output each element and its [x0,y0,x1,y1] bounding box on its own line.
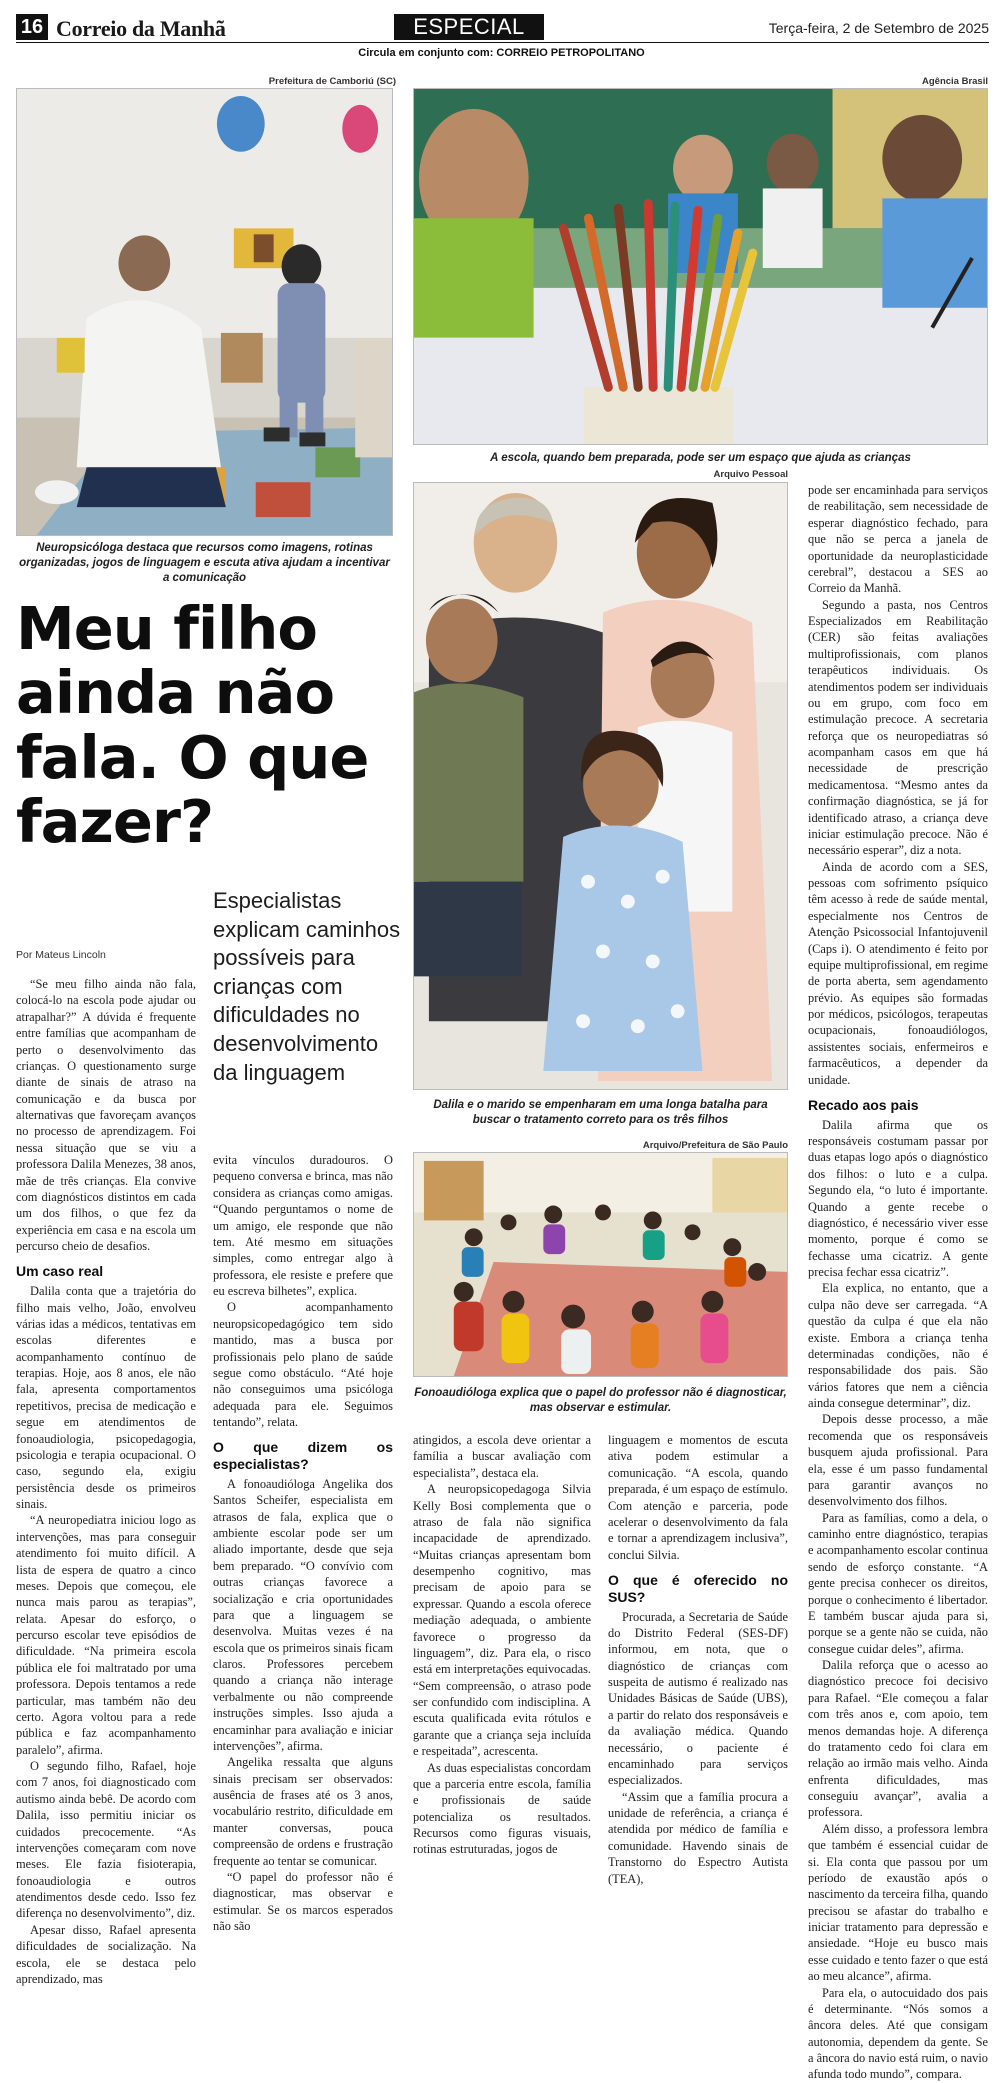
paragraph: Ela explica, no entanto, que a culpa não deve ser carregada. “A questão da culpa é que ela não existe. Embora a criança tenha determinadas condições, não é responsabilidade dos pais. São vários fatores que nem a ciência ainda consegue determinar”, diz. [808,1281,988,1411]
paragraph: “Se meu filho ainda não fala, colocá-lo na escola pode ajudar ou atrapalhar?” A dúvida é frequente entre famílias que acompanham de perto o desenvolvimento das crianças. O questionamento surge diante de sinais de atraso na comunicação e da busca por alternativas que favoreçam avanços no processo de aprendizagem. Foi nessa situação que se viu a professora Dalila Menezes, 38 anos, mãe de três crianças. Ela convive com diagnósticos distintos em cada um dos filhos, o que fez da experiência em casa e na escola um percurso cheio de desafios. [16,977,196,1253]
paragraph: Dalila conta que a trajetória do filho mais velho, João, envolveu várias idas a médicos, tentativas em escolas diferentes e acompanhamento contínuo de terapias. Hoje, aos 8 anos, ele não fala, apresenta comportamentos repetitivos, precisa de medicação e segue em atendimentos de fonoaudiologia, psicopedagogia, psicologia e terapia ocupacional. O caso, segundo ela, exigiu persistência desde os primeiros sinais. [16,1284,196,1512]
subhead-sus: O que é oferecido no SUS? [608,1572,788,1605]
paragraph: linguagem e momentos de escuta ativa podem estimular a comunicação. “A escola, quando preparada, é um espaço de estímulo. Com atenção e parceria, pode acelerar o desenvolvimento da fala e tornar a aprendizagem inclusiva”, conclui Silvia. [608,1433,788,1562]
body-column-1 [16,976,196,1986]
paragraph: Para ela, o autocuidado dos pais é determinante. “Nós somos a âncora deles. Até que consigam autonomia, dependem da gente. Se a âncora do navio está ruim, o navio afunda todo mundo”, compara. [808,1985,988,2082]
paragraph: “O papel do professor não é diagnosticar, mas observar e estimular. Se os marcos esperados não são [213,1869,393,1934]
paragraph: pode ser encaminhada para serviços de reabilitação, sem necessidade de esperar diagnóstico fechado, para que não se perca a janela de oportunidade da neuroplasticidade cerebral”, destacou a SES ao Correio da Manhã. [808,483,988,596]
photo-credit-therapy: Prefeitura de Camboriú (SC) [268,76,396,87]
paragraph: Dalila reforça que o acesso ao diagnóstico precoce foi decisivo para Rafael. “Ele começou a falar com três anos e, com apoio, tem menos demandas hoje. A diferença do tratamento cedo foi clara em relação ao irmão mais velho. Ainda enfrenta dificuldades, mas conseguiu avançar”, avalia a professora. [808,1658,988,1820]
page-number: 16 [16,14,48,40]
paragraph: evita vínculos duradouros. O pequeno conversa e brinca, mas não considera as crianças como amigas. “Quando perguntamos o nome de um amigo, ele responde que não tem. Até mesmo em situações simples, como entregar algo à professora, ele resiste e prefere que eu escreva bilhetes”, explica. [213,1153,393,1298]
classroom-photo [413,1152,788,1377]
article-deck: Especialistas explicam caminhos possíveis para crianças com dificuldades no desenvolvimento da linguagem [213,888,401,1085]
paragraph: Ainda de acordo com a SES, pessoas com sofrimento psíquico têm acesso à rede de saúde mental, especialmente nos Centros de Atenção Psicossocial Infantojuvenil (Caps i). O atendimento é feito por equipe multiprofissional, em regime de porta aberta, sem agendamento prévio. As equipes são formadas por médicos, psicólogos, terapeutas ocupacionais, fonoaudiólogos, assistentes sociais, enfermeiros e farmacêuticos, a depender da unidade. [808,859,988,1087]
body-column-5 [808,482,988,2082]
body-column-4 [608,1432,788,1886]
paragraph: Angelika ressalta que alguns sinais precisam ser observados: ausência de frases até os 3 anos, vocabulário restrito, dificuldade em manter conversas, pouca compreensão de ordens e frustração frequente ao tentar se comunicar. [213,1755,393,1868]
paragraph: Dalila afirma que os responsáveis costumam passar por duas etapas logo após o diagnóstico dos filhos: o luto e a culpa. Segundo ela, “o luto é importante. Quando a gente recebe o diagnóstico, é necessário viver esse momento, porque é como se fechasse uma cicatriz. A gente precisa fechar essa cicatriz”. [808,1117,988,1280]
paragraph: As duas especialistas concordam que a parceria entre escola, família e profissionais de saúde potencializa os resultados. Recursos como figuras visuais, rotinas estruturadas, jogos de [413,1760,591,1857]
page-header [16,14,989,42]
circulation-note: Circula em conjunto com: CORREIO PETROPOLITANO [358,47,645,59]
photo-credit-pencils: Agência Brasil [922,76,988,87]
paragraph: A fonoaudióloga Angelika dos Santos Scheifer, especialista em atrasos de fala, explica que o ambiente escolar pode ser um aliado importante, desde que seja bem preparado. “O convívio com outras crianças favorece a socialização e cria oportunidades para que a linguagem se desenvolva. Muitas vezes é na escola que os primeiros sinais ficam claros. Professores percebem quando a criança não interage verbalmente ou não compreende instruções simples. Isso ajuda a encaminhar para avaliação e iniciar intervenções”, afirma. [213,1476,393,1753]
photo-credit-classroom: Arquivo/Prefeitura de São Paulo [642,1140,788,1151]
paragraph: Além disso, a professora lembra que também é essencial cuidar de si. Ela conta que passou por um período de exaustão após o nascimento da terceira filha, quando precisou se afastar do trabalho e iniciar tratamento para depressão e ansiedade. “Hoje eu busco mais esse cuidado e tento fazer o que está ao meu alcance”, afirma. [808,1821,988,1984]
caption-family: Dalila e o marido se empenharam em uma longa batalha para buscar o tratamento correto para os três filhos [433,1099,768,1126]
paragraph: Apesar disso, Rafael apresenta dificuldades de socialização. Na escola, ele se destaca pelo aprendizado, mas [16,1922,196,1986]
header-rule [16,42,989,43]
article-headline: Meu filho ainda não fala. O que fazer? [16,594,369,856]
subhead-especialistas: O que dizem os especialistas? [213,1439,393,1473]
paragraph: “A neuropediatra iniciou logo as intervenções, mas para conseguir atendimento foi muito difícil. A lista de espera de quatro a cinco meses. Depois que começou, ele nunca mais parou as terapias”, relata. Apesar do esforço, o percurso escolar teve episódios de dificuldade. “Na primeira escola pública ele foi maltratado por uma professora. Depois tentamos a rede particular, mas também não deu certo. Agora voltou para a rede pública e faz acompanhamento paralelo”, afirma. [16,1513,196,1757]
subhead-um-caso-real: Um caso real [16,1263,104,1280]
issue-date: Terça-feira, 2 de Setembro de 2025 [768,20,989,36]
caption-therapy: Neuropsicóloga destaca que recursos como imagens, rotinas organizadas, jogos de linguagem e escuta ativa ajudam a incentivar a comunicação [19,542,390,584]
paragraph: Depois desse processo, a mãe recomenda que os responsáveis busquem ajuda profissional. Para ela, esse é um passo fundamental para garantir avanços no desenvolvimento dos filhos. [808,1412,988,1509]
paragraph: “Assim que a família procura a unidade de referência, a criança é atendida por médico de família e comunidade. Havendo sinais de Transtorno do Espectro Autista (TEA), [608,1789,788,1886]
body-column-2 [213,1152,393,1934]
byline: Por Mateus Lincoln [16,949,106,961]
body-column-3 [413,1432,591,1857]
paragraph: Segundo a pasta, nos Centros Especializados em Reabilitação (CER) são feitas avaliações multiprofissionais, com planos terapêuticos individuais. Os atendimentos podem ser individuais ou em grupo, com foco em estimulação precoce. A secretaria reforça que os neuropediatras só acompanham casos em que há necessidade de prescrição medicamentosa. “Mesmo antes da confirmação diagnóstica, se já for identificado atraso, a criança deve iniciar estimulação precoce. Não é necessário esperar”, diz a nota. [808,597,988,858]
caption-pencils: A escola, quando bem preparada, pode ser um espaço que ajuda as crianças [490,452,911,464]
therapy-room-photo [16,88,393,536]
caption-classroom: Fonoaudióloga explica que o papel do professor não é diagnosticar, mas observar e estimular. [414,1387,787,1414]
photo-credit-family: Arquivo Pessoal [713,469,788,480]
section-label: ESPECIAL [394,14,544,40]
paragraph: O acompanhamento neuropsicopedagógico tem sido mantido, mas a busca por profissionais pelo plano de saúde segue como obstáculo. “Até hoje não conseguimos uma psicóloga adequada para ele. Seguimos tentando”, relata. [213,1300,393,1429]
paragraph: Procurada, a Secretaria de Saúde do Distrito Federal (SES-DF) informou, em nota, que o diagnóstico de crianças com suspeita de autismo é realizado nas Unidades Básicas de Saúde (UBS), a partir do relato dos responsáveis e da avaliação médica. Quando necessário, o paciente é encaminhado para serviços especializados. [608,1609,788,1788]
paragraph: A neuropsicopedagoga Silvia Kelly Bosi complementa que o atraso de fala não significa incapacidade de aprendizado. “Muitas crianças apresentam bom desempenho cognitivo, mas precisam de apoio para se expressar. Quando a escola oferece mediação adequada, o ambiente favorece o progresso da linguagem”, diz. Para ela, o risco está em interpretações equivocadas. “Sem compreensão, o atraso pode ser confundido com indisciplina. A escuta qualificada evita rótulos e garante que a criança seja incluída e respeitada”, acrescenta. [413,1482,591,1759]
pencils-photo [413,88,988,445]
newspaper-name: Correio da Manhã [56,16,226,41]
subhead-recado-aos-pais: Recado aos pais [808,1096,919,1113]
family-photo [413,482,788,1090]
paragraph: Para as famílias, como a dela, o caminho entre diagnóstico, terapias e acompanhamento escolar continua sendo de esforço constante. “A gente precisa conhecer os direitos, porque o conhecimento é libertador. E também buscar ajuda para si, porque se a gente não se cuida, não consegue cuidar deles”, afirma. [808,1510,988,1656]
paragraph: atingidos, a escola deve orientar a família a buscar avaliação com especialista”, destaca ela. [413,1433,591,1480]
paragraph: O segundo filho, Rafael, hoje com 7 anos, foi diagnosticado com autismo ainda bebê. De acordo com Dalila, isso permitiu iniciar os cuidados precocemente. “As intervenções começaram com nove meses. Ele fazia fisioterapia, fonoaudiologia e outros atendimentos desde cedo. Isso fez diferença no desenvolvimento”, diz. [16,1759,196,1921]
